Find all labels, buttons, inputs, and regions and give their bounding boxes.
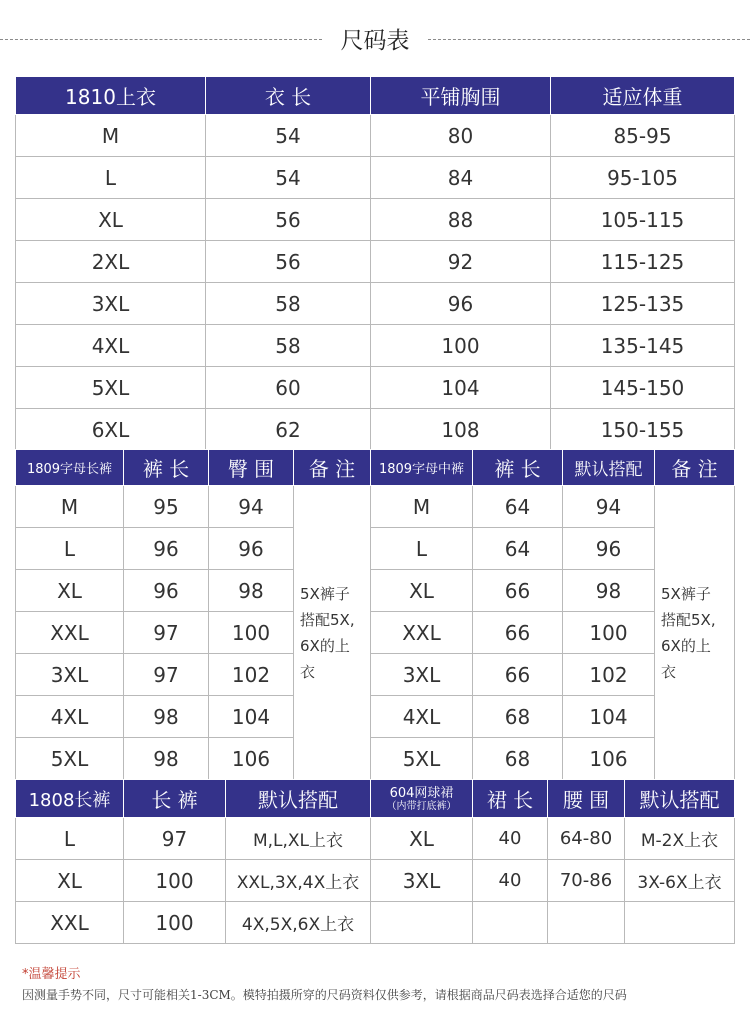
table-cell: XL	[16, 570, 124, 612]
table-cell: M,L,XL上衣	[226, 818, 371, 860]
table-cell	[548, 902, 625, 944]
table-cell: 104	[563, 696, 655, 738]
table-header-row	[16, 780, 735, 818]
table-cell: 6XL	[16, 409, 206, 451]
note-line: 5X裤子	[300, 584, 350, 603]
header-cell: 默认搭配	[563, 450, 655, 486]
table-cell: 135-145	[551, 325, 735, 367]
table-row	[16, 241, 735, 283]
header-cell: 裙 长	[473, 780, 548, 818]
table-row	[16, 738, 735, 780]
table-cell: 125-135	[551, 283, 735, 325]
table-cell: 100	[563, 612, 655, 654]
table-cell: XL	[16, 199, 206, 241]
tips-title: *温馨提示	[22, 967, 81, 982]
table-cell: 40	[473, 818, 548, 860]
table-row	[16, 818, 735, 860]
table-cell: 56	[206, 199, 371, 241]
table-cell: 58	[206, 283, 371, 325]
header-subtext: （内带打底裤）	[386, 800, 457, 812]
table-cell: 80	[371, 115, 551, 157]
table-row	[16, 409, 735, 451]
header-cell: 裤 长	[473, 450, 563, 486]
header-cell: 衣 长	[206, 77, 371, 115]
header-cell-skirt	[371, 780, 473, 818]
table-cell: 68	[473, 696, 563, 738]
table-row	[16, 486, 735, 528]
table-cell: 150-155	[551, 409, 735, 451]
note-line: 5X裤子	[661, 584, 711, 603]
table-row	[16, 325, 735, 367]
header-cell: 默认搭配	[625, 780, 735, 818]
table-cell: 100	[371, 325, 551, 367]
table-cell: 5XL	[16, 738, 124, 780]
table-row	[16, 696, 735, 738]
title-divider-left	[0, 39, 322, 40]
table-cell: XXL	[371, 612, 473, 654]
header-cell: 备 注	[655, 450, 735, 486]
table-cell: XXL	[16, 902, 124, 944]
table-cell: 3XL	[371, 860, 473, 902]
note-cell-right	[655, 486, 735, 780]
header-cell: 1810上衣	[16, 77, 206, 115]
table-cell: L	[16, 157, 206, 199]
table-cell: 98	[563, 570, 655, 612]
table-cell: 3XL	[371, 654, 473, 696]
table-cell: 58	[206, 325, 371, 367]
header-cell: 备 注	[294, 450, 371, 486]
header-cell: 腰 围	[548, 780, 625, 818]
table-cell: 100	[209, 612, 294, 654]
header-cell: 1808长裤	[16, 780, 124, 818]
table-cell: 98	[124, 696, 209, 738]
note-cell-left	[294, 486, 371, 780]
table-1808-pants-604-skirt	[15, 779, 735, 944]
table-cell: 92	[371, 241, 551, 283]
table-cell: 3X-6X上衣	[625, 860, 735, 902]
table-cell: 97	[124, 818, 226, 860]
table-row	[16, 902, 735, 944]
header-cell: 平铺胸围	[371, 77, 551, 115]
table-cell: XXL,3X,4X上衣	[226, 860, 371, 902]
header-cell: 默认搭配	[226, 780, 371, 818]
table-cell: 4XL	[16, 325, 206, 367]
table-cell: 70-86	[548, 860, 625, 902]
table-cell: 97	[124, 654, 209, 696]
note-line: 衣	[300, 662, 316, 681]
table-cell: 56	[206, 241, 371, 283]
table-cell: 66	[473, 612, 563, 654]
table-row	[16, 367, 735, 409]
table-row	[16, 283, 735, 325]
table-cell: L	[371, 528, 473, 570]
table-1810-top	[15, 76, 735, 451]
table-cell: 64-80	[548, 818, 625, 860]
header-cell: 裤 长	[124, 450, 209, 486]
header-cell: 1809字母长裤	[16, 450, 124, 486]
table-cell: 60	[206, 367, 371, 409]
table-cell: 54	[206, 115, 371, 157]
table-cell: M	[16, 115, 206, 157]
table-cell: 96	[209, 528, 294, 570]
table-cell: 94	[563, 486, 655, 528]
table-cell: M	[371, 486, 473, 528]
table-cell: 62	[206, 409, 371, 451]
header-cell: 适应体重	[551, 77, 735, 115]
table-cell: 64	[473, 528, 563, 570]
header-cell: 臀 围	[209, 450, 294, 486]
table-cell: 54	[206, 157, 371, 199]
table-cell: 5XL	[16, 367, 206, 409]
table-header-row	[16, 450, 735, 486]
table-cell: XL	[371, 570, 473, 612]
table-cell: 102	[209, 654, 294, 696]
table-cell: 96	[371, 283, 551, 325]
table-cell	[371, 902, 473, 944]
table-row	[16, 115, 735, 157]
table-cell: 100	[124, 902, 226, 944]
table-cell: 115-125	[551, 241, 735, 283]
table-cell: 85-95	[551, 115, 735, 157]
table-cell: 2XL	[16, 241, 206, 283]
table-cell: 97	[124, 612, 209, 654]
table-cell: 106	[563, 738, 655, 780]
table-cell: 145-150	[551, 367, 735, 409]
table-cell: 100	[124, 860, 226, 902]
table-row	[16, 157, 735, 199]
table-cell	[473, 902, 548, 944]
table-cell: 96	[563, 528, 655, 570]
table-cell: 66	[473, 570, 563, 612]
table-cell: M-2X上衣	[625, 818, 735, 860]
table-cell: 68	[473, 738, 563, 780]
note-line: 搭配5X,	[661, 610, 716, 629]
table-cell: XL	[371, 818, 473, 860]
table-cell: 104	[371, 367, 551, 409]
table-cell: 40	[473, 860, 548, 902]
title-divider-right	[428, 39, 750, 40]
table-cell: XXL	[16, 612, 124, 654]
table-cell: 4X,5X,6X上衣	[226, 902, 371, 944]
table-cell: 5XL	[371, 738, 473, 780]
table-cell: 94	[209, 486, 294, 528]
table-cell: 105-115	[551, 199, 735, 241]
table-cell: 66	[473, 654, 563, 696]
note-line: 6X的上	[300, 636, 350, 655]
table-cell: 96	[124, 528, 209, 570]
table-cell: XL	[16, 860, 124, 902]
table-cell	[625, 902, 735, 944]
note-line: 搭配5X,	[300, 610, 355, 629]
table-cell: L	[16, 528, 124, 570]
table-1809-pants	[15, 449, 735, 780]
table-row	[16, 528, 735, 570]
table-header-row	[16, 77, 735, 115]
header-text: 604网球裙	[389, 785, 454, 801]
table-cell: 3XL	[16, 283, 206, 325]
table-cell: 98	[124, 738, 209, 780]
table-cell: 88	[371, 199, 551, 241]
table-cell: 4XL	[371, 696, 473, 738]
table-cell: 95	[124, 486, 209, 528]
table-cell: 84	[371, 157, 551, 199]
table-cell: L	[16, 818, 124, 860]
title-row	[0, 0, 750, 78]
tips-text: 因测量手势不同，尺寸可能相关1-3CM。模特拍摄所穿的尺码资料仅供参考，请根据商品尺码表选择合适您的尺码	[22, 988, 627, 1002]
table-row	[16, 570, 735, 612]
table-cell: 108	[371, 409, 551, 451]
note-line: 衣	[661, 662, 677, 681]
table-row	[16, 654, 735, 696]
table-cell: 102	[563, 654, 655, 696]
table-cell: 64	[473, 486, 563, 528]
note-line: 6X的上	[661, 636, 711, 655]
table-row	[16, 199, 735, 241]
table-cell: M	[16, 486, 124, 528]
table-cell: 95-105	[551, 157, 735, 199]
table-cell: 104	[209, 696, 294, 738]
table-row	[16, 612, 735, 654]
table-cell: 4XL	[16, 696, 124, 738]
page-title: 尺码表	[340, 28, 410, 54]
table-cell: 106	[209, 738, 294, 780]
header-cell: 1809字母中裤	[371, 450, 473, 486]
table-cell: 98	[209, 570, 294, 612]
table-cell: 3XL	[16, 654, 124, 696]
header-cell: 长 裤	[124, 780, 226, 818]
table-row	[16, 860, 735, 902]
table-cell: 96	[124, 570, 209, 612]
